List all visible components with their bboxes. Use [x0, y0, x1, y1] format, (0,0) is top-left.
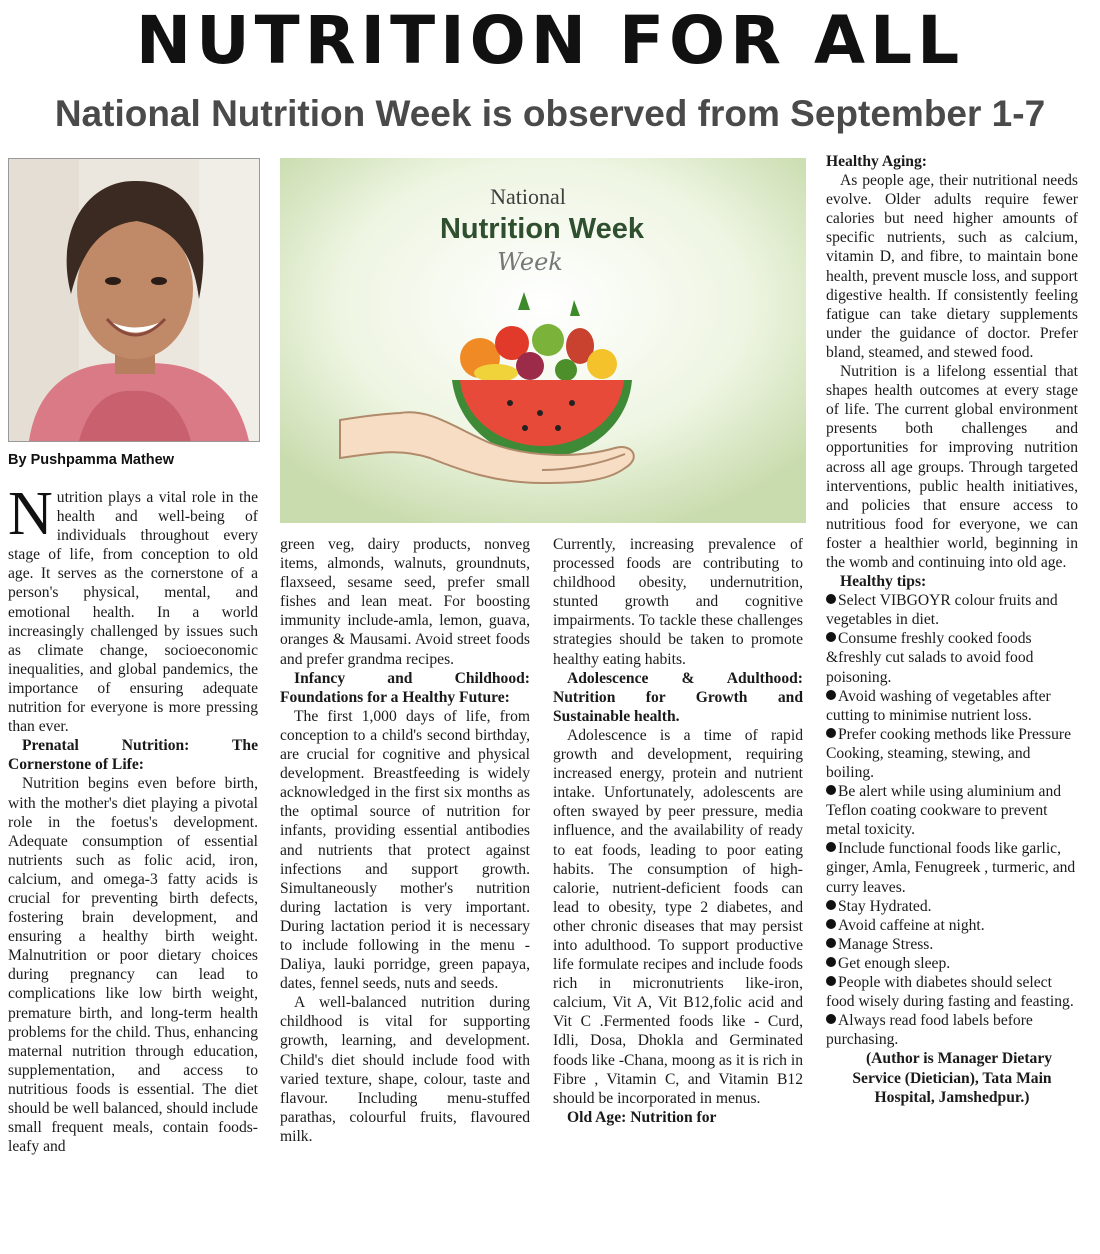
tip-item: Manage Stress. [826, 935, 1078, 954]
column-3 [553, 535, 803, 1250]
tip-item: Consume freshly cooked foods &freshly cut salads to avoid food poisoning. [826, 630, 1034, 686]
oldage-heading: Old Age: Nutrition for [567, 1108, 717, 1126]
prenatal-continuation: green veg, dairy products, nonveg items, almonds, walnuts, groundnuts, flaxseed, sesame seed, prefer small fishes and lean meat. For boosting immunity include-amla, lemon, guava, oranges & Mausami. Avoid street foods and prefer grandma recipes. [280, 536, 530, 668]
tip-item: Include functional foods like garlic, ginger, Amla, Fenugreek , turmeric, and curry leaves. [826, 840, 1076, 896]
lifelong-paragraph: Nutrition is a lifelong essential that shapes health outcomes at every stage of life. The current global environment presents both challenges and opportunities for improving nutrition across all age groups. Through targeted interventions, public health initiatives, and policies that ensure access to nutritious food for everyone, we can foster a healthier world, beginning in the womb and continuing into old age. [826, 363, 1078, 571]
illustration-title-line3: Week [497, 248, 563, 276]
adolescence-heading: Adolescence & Adulthood: Nutrition for Growth and Sustainable health. [553, 669, 803, 725]
bullet-icon [826, 594, 836, 604]
bullet-icon [826, 728, 836, 738]
healthy-tips-heading: Healthy tips: [840, 573, 927, 591]
intro-paragraph: Nutrition plays a vital role in the health and well-being of individuals throughout every stage of life, from conception to old age. It serves as the cornerstone of a person's physical, mental, and emotional health. In a world increasingly challenged by issues such as climate change, socioeconomic inequalities, and global pandemics, the importance of ensuring adequate nutrition for everyone is more pressing than ever. [8, 488, 258, 736]
infancy-heading: Infancy and Childhood: Foundations for a Healthy Future: [280, 669, 530, 706]
tip-item: Get enough sleep. [826, 954, 1078, 973]
illustration-title-line1: National [490, 184, 566, 209]
bullet-icon [826, 976, 836, 986]
bullet-icon [826, 690, 836, 700]
infancy-paragraph-1: The first 1,000 days of life, from conception to a child's second birthday, are crucial for cognitive and physical development. Breastfeeding is widely acknowledged in the first six months as the optimal source of nutrition for infants, providing essential antibodies and nutrients that protect against infections and support growth. Simultaneously mother's nutrition during lactation is very important. During lactation period it is necessary to include following in the menu - Daliya, lauki porridge, green papaya, dates, fennel seeds, nuts and seeds. [280, 707, 530, 993]
headline: NUTRITION FOR ALL [135, 2, 965, 79]
column-4 [826, 152, 1078, 1250]
infancy-paragraph-2: A well-balanced nutrition during childhood is vital for supporting growth, learning, and development. Child's diet should include food with varied texture, shape, colour, taste and flavour. Including menu-stuffed parathas, colourful fruits, flavoured milk. [280, 994, 530, 1145]
healthy-aging-heading: Healthy Aging: [826, 153, 927, 170]
childhood-continuation: Currently, increasing prevalence of processed foods are contributing to childhood obesity, undernutrition, stunted growth and cognitive impairments. To tackle these challenges strategies should be taken to promote healthy eating habits. [553, 536, 803, 668]
bullet-icon [826, 900, 836, 910]
prenatal-heading: Prenatal Nutrition: The Cornerstone of Life: [8, 737, 258, 774]
bullet-icon [826, 957, 836, 967]
tip-item: Prefer cooking methods like Pressure Cooking, steaming, stewing, and boiling. [826, 725, 1071, 781]
tip-item: Stay Hydrated. [826, 897, 1078, 916]
bullet-icon [826, 842, 836, 852]
byline: By Pushpamma Mathew [8, 452, 174, 468]
author-photo [8, 158, 260, 442]
tip-item: People with diabetes should select food wisely during fasting and feasting. [826, 974, 1074, 1011]
tip-item: Be alert while using aluminium and Teflon coating cookware to prevent metal toxicity. [826, 783, 1062, 839]
drop-cap: N [8, 488, 53, 548]
healthy-tips-list [826, 591, 1078, 1049]
tip-item: Select VIBGOYR colour fruits and vegetables in diet. [826, 592, 1058, 629]
tip-item: Always read food labels before purchasing. [826, 1012, 1033, 1049]
illustration-title-line2: Nutrition Week [439, 213, 645, 245]
bullet-icon [826, 785, 836, 795]
healthy-aging-paragraph: As people age, their nutritional needs evolve. Older adults require fewer calories but need higher amounts of specific nutrients, such as calcium, vitamin D, and fibre, to maintain bone health, prevent muscle loss, and support digestive health. If consistently feeling fatigue can take dietary supplements under the guidance of doctor. Prefer bland, steamed, and stewed food. [826, 172, 1078, 361]
tip-item: Avoid washing of vegetables after cutting to minimise nutrient loss. [826, 687, 1051, 724]
subheadline: National Nutrition Week is observed from September 1-7 [54, 93, 1046, 134]
prenatal-paragraph: Nutrition begins even before birth, with the mother's diet playing a pivotal role in the foetus's development. Adequate consumption of essential nutrients such as folic acid, iron, calcium, and omega-3 fatty acids is crucial for preventing birth defects, fostering brain development, and ensuring a healthy birth weight. Malnutrition or poor dietary choices during pregnancy can lead to complications like low birth weight, premature birth, and long-term health problems for the child. Thus, enhancing maternal nutrition through education, supplementation, and access to nutritious foods is essential. The diet should be well balanced, should include small frequent meals, contain foods-leafy and [8, 775, 258, 1156]
bullet-icon [826, 938, 836, 948]
bullet-icon [826, 1014, 836, 1024]
bullet-icon [826, 919, 836, 929]
nutrition-week-illustration [280, 158, 806, 523]
adolescence-paragraph: Adolescence is a time of rapid growth and development, requiring increased energy, protein and nutrient intake. Unfortunately, adolescents are often swayed by peer pressure, media influence, and the availability of ready to eat foods, leading to poor eating habits. The consumption of high-calorie, nutrient-deficient foods can lead to obesity, type 2 diabetes, and other chronic diseases that may persist into adulthood. To support productive life formulate recipes and include foods rich in micronutrients like-iron, calcium, Vit A, Vit B12,folic acid and Vit C .Fermented foods like - Curd, Idli, Dosa, Dhokla and Germinated foods like -Chana, moong as it is rich in Fibre , Vitamin C, and Vitamin B12 should be incorporated in menus. [553, 726, 803, 1107]
author-note: (Author is Manager Dietary Service (Dietician), Tata Main Hospital, Jamshedpur.) [852, 1050, 1053, 1106]
column-2 [280, 535, 530, 1250]
bullet-icon [826, 632, 836, 642]
column-1 [8, 488, 258, 1248]
tip-item: Avoid caffeine at night. [826, 916, 1078, 935]
